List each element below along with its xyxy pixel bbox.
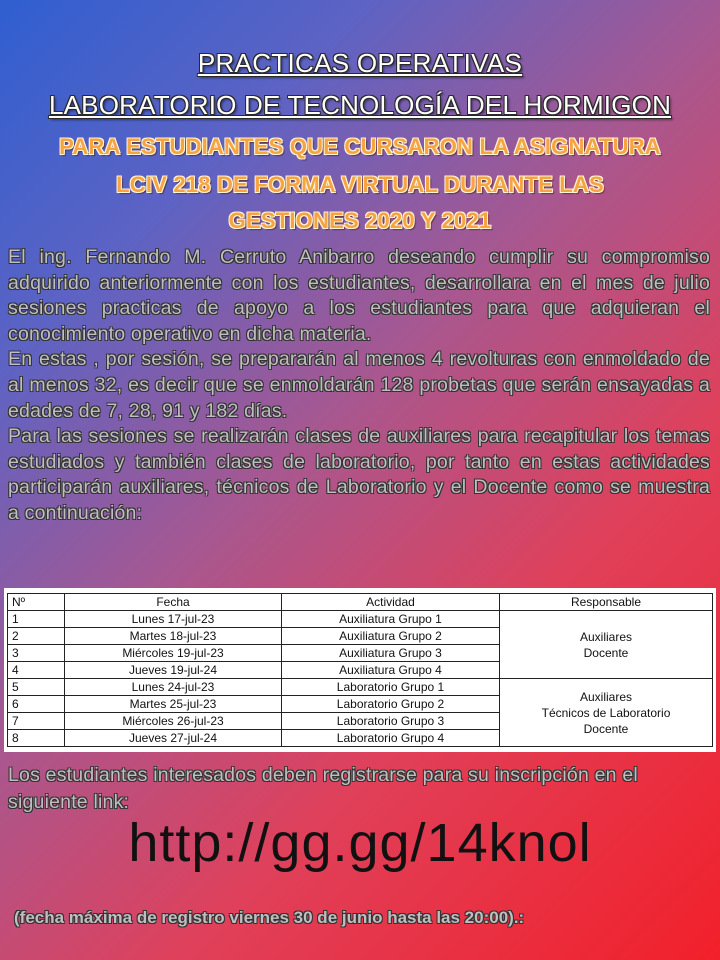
header-responsible: Responsable — [500, 594, 713, 611]
row-date: Miércoles 19-jul-23 — [65, 645, 282, 662]
subtitle-line-3: GESTIONES 2020 Y 2021 — [228, 208, 492, 233]
table-header-row — [8, 594, 713, 611]
header-activity: Actividad — [282, 594, 500, 611]
responsible-name: Técnicos de Laboratorio — [541, 705, 671, 720]
row-activity: Laboratorio Grupo 4 — [282, 730, 500, 747]
row-date: Miércoles 26-jul-23 — [65, 713, 282, 730]
row-number: 2 — [8, 628, 65, 645]
page-title: PRACTICAS OPERATIVAS — [197, 48, 523, 78]
row-number: 4 — [8, 662, 65, 679]
responsible-name: Auxiliares — [579, 629, 633, 644]
row-date: Lunes 17-jul-23 — [65, 611, 282, 628]
row-number: 8 — [8, 730, 65, 747]
row-number: 7 — [8, 713, 65, 730]
body-text — [8, 245, 710, 527]
row-activity: Auxiliatura Grupo 3 — [282, 645, 500, 662]
responsible-group-1 — [500, 611, 713, 679]
header-number: Nº — [8, 594, 65, 611]
responsible-name: Auxiliares — [579, 689, 633, 704]
row-number: 5 — [8, 679, 65, 696]
row-activity: Auxiliatura Grupo 4 — [282, 662, 500, 679]
responsible-name: Docente — [583, 645, 629, 660]
header-date: Fecha — [65, 594, 282, 611]
row-activity: Auxiliatura Grupo 2 — [282, 628, 500, 645]
table-row — [8, 611, 713, 628]
row-number: 6 — [8, 696, 65, 713]
responsible-name: Docente — [583, 721, 629, 736]
subtitle-line-2: LCIV 218 DE FORMA VIRTUAL DURANTE LAS — [116, 172, 604, 197]
page-title-lab: LABORATORIO DE TECNOLOGÍA DEL HORMIGON — [48, 90, 672, 120]
row-date: Lunes 24-jul-23 — [65, 679, 282, 696]
row-activity: Auxiliatura Grupo 1 — [282, 611, 500, 628]
registration-link[interactable]: http://gg.gg/14knol — [128, 813, 592, 873]
row-activity: Laboratorio Grupo 2 — [282, 696, 500, 713]
schedule-table-container — [4, 588, 716, 752]
registration-deadline: (fecha máxima de registro viernes 30 de junio hasta las 20:00).: — [14, 908, 525, 927]
schedule-table — [7, 593, 713, 747]
subtitle-line-1: PARA ESTUDIANTES QUE CURSARON LA ASIGNATURA — [59, 134, 661, 159]
row-activity: Laboratorio Grupo 1 — [282, 679, 500, 696]
row-number: 3 — [8, 645, 65, 662]
row-date: Martes 18-jul-23 — [65, 628, 282, 645]
row-date: Martes 25-jul-23 — [65, 696, 282, 713]
table-row — [8, 679, 713, 696]
registration-instructions: Los estudiantes interesados deben registrarse para su inscripción en el siguiente link: — [8, 764, 638, 813]
row-date: Jueves 27-jul-24 — [65, 730, 282, 747]
paragraph-intro: El ing. Fernando M. Cerruto Anibarro deseando cumplir su compromiso adquirido anteriormente con los estudiantes, desarrollara en el mes de julio sesiones practicas de apoyo a los estudiantes para que adquieran el conocimiento operativo en dicha materia. — [8, 246, 710, 345]
row-date: Jueves 19-jul-24 — [65, 662, 282, 679]
paragraph-classes: Para las sesiones se realizarán clases de auxiliares para recapitular los temas estudiados y también clases de laboratorio, por tanto en estas actividades participarán auxiliares, técnicos de Laboratorio y el Docente como se muestra a continuación: — [8, 425, 710, 524]
paragraph-sessions: En estas , por sesión, se prepararán al menos 4 revolturas con enmoldado de al menos 32, es decir que se enmoldarán 128 probetas que serán ensayadas a edades de 7, 28, 91 y 182 días. — [8, 348, 710, 422]
row-activity: Laboratorio Grupo 3 — [282, 713, 500, 730]
row-number: 1 — [8, 611, 65, 628]
responsible-group-2 — [500, 679, 713, 747]
